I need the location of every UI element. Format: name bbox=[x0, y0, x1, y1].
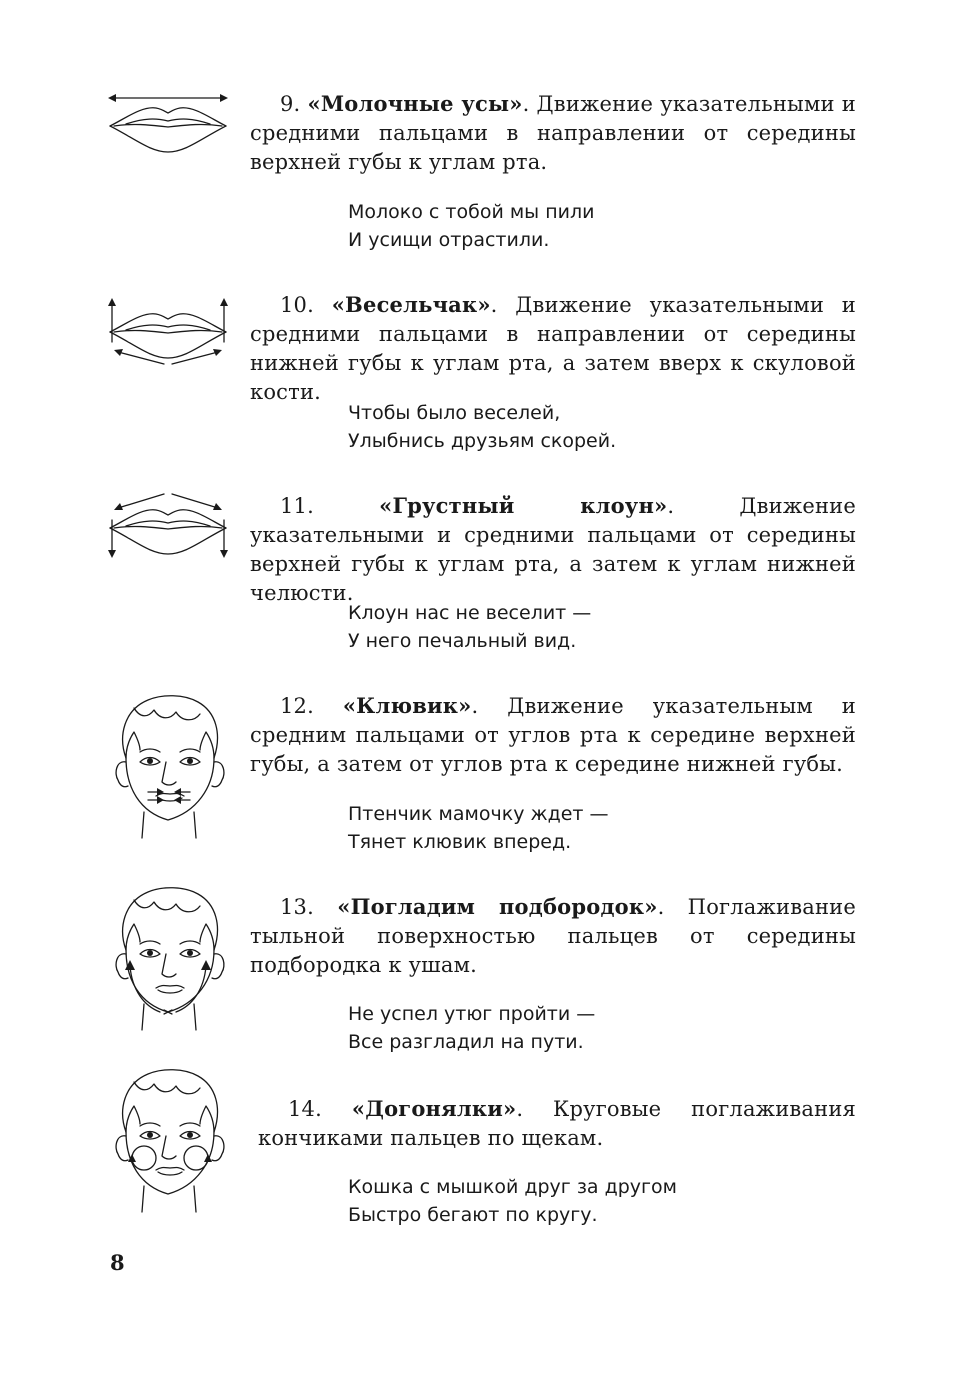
exercise-description bbox=[258, 1094, 856, 1153]
exercise-description bbox=[250, 491, 856, 608]
poem-line: Все разгладил на пути. bbox=[348, 1031, 584, 1053]
exercise-poem bbox=[348, 599, 591, 655]
poem-line: Не успел утюг пройти — bbox=[348, 1003, 596, 1025]
lips-down-arrows-icon bbox=[104, 490, 232, 560]
exercise-poem bbox=[348, 1000, 595, 1056]
page-number: 8 bbox=[110, 1250, 125, 1275]
exercise-text: . Круговые поглаживания кончиками пальцев по щекам. bbox=[258, 1097, 856, 1150]
exercise-description bbox=[250, 892, 856, 980]
exercise-number: 12. bbox=[280, 694, 314, 718]
poem-line: Чтобы было веселей, bbox=[348, 402, 561, 424]
exercise-title: «Молочные усы» bbox=[307, 91, 523, 116]
poem-line: Быстро бегают по кругу. bbox=[348, 1204, 598, 1226]
exercise-number: 9. bbox=[280, 92, 301, 116]
poem-line: Молоко с тобой мы пили bbox=[348, 201, 595, 223]
poem-line: И усищи отрастили. bbox=[348, 229, 550, 251]
exercise-poem bbox=[348, 1173, 677, 1229]
exercise-text: . Движение указательным и средним пальцами от углов рта к середине верхней губы, а затем от углов рта к середине нижней губы. bbox=[250, 694, 856, 776]
poem-line: Птенчик мамочку ждет — bbox=[348, 803, 609, 825]
poem-line: Кошка с мышкой друг за другом bbox=[348, 1176, 677, 1198]
poem-line: Тянет клювик вперед. bbox=[348, 831, 572, 853]
exercise-poem bbox=[348, 399, 616, 455]
exercise-title: «Погладим подбородок» bbox=[337, 894, 658, 919]
poem-line: Клоун нас не веселит — bbox=[348, 602, 592, 624]
exercise-text: . Движение указательными и средними пальцами в направлении от середины нижней губы к углам рта, а затем вверх к скуловой кости. bbox=[250, 293, 856, 404]
poem-line: У него печальный вид. bbox=[348, 630, 577, 652]
exercise-title: «Грустный клоун» bbox=[379, 493, 668, 518]
exercise-poem bbox=[348, 800, 609, 856]
exercise-number: 11. bbox=[280, 494, 314, 518]
exercise-title: «Весельчак» bbox=[331, 292, 491, 317]
exercise-poem bbox=[348, 198, 594, 254]
exercise-number: 10. bbox=[280, 293, 314, 317]
exercise-number: 14. bbox=[288, 1097, 322, 1121]
exercise-text: . Движение указательными и средними пальцами в направлении от середины верхней губы к углам рта. bbox=[250, 92, 856, 174]
poem-line: Улыбнись друзьям скорей. bbox=[348, 430, 617, 452]
exercise-text: . Поглаживание тыльной поверхностью пальцев от середины подбородка к ушам. bbox=[250, 895, 856, 977]
exercise-title: «Клювик» bbox=[342, 693, 472, 718]
lips-horizontal-arrows-icon bbox=[104, 92, 232, 156]
exercise-description bbox=[250, 290, 856, 407]
exercise-description bbox=[250, 691, 856, 779]
face-cheek-circles-icon bbox=[104, 1062, 232, 1228]
exercise-description bbox=[250, 89, 856, 177]
exercise-title: «Догонялки» bbox=[351, 1096, 517, 1121]
exercise-number: 13. bbox=[280, 895, 314, 919]
exercise-text: . Движение указательными и средними пальцами от середины верхней губы к углам рта, а затем к углам нижней челюсти. bbox=[250, 494, 856, 605]
face-chin-arrows-icon bbox=[104, 880, 232, 1040]
lips-up-arrows-icon bbox=[104, 296, 232, 366]
face-beak-arrows-icon bbox=[104, 688, 232, 856]
